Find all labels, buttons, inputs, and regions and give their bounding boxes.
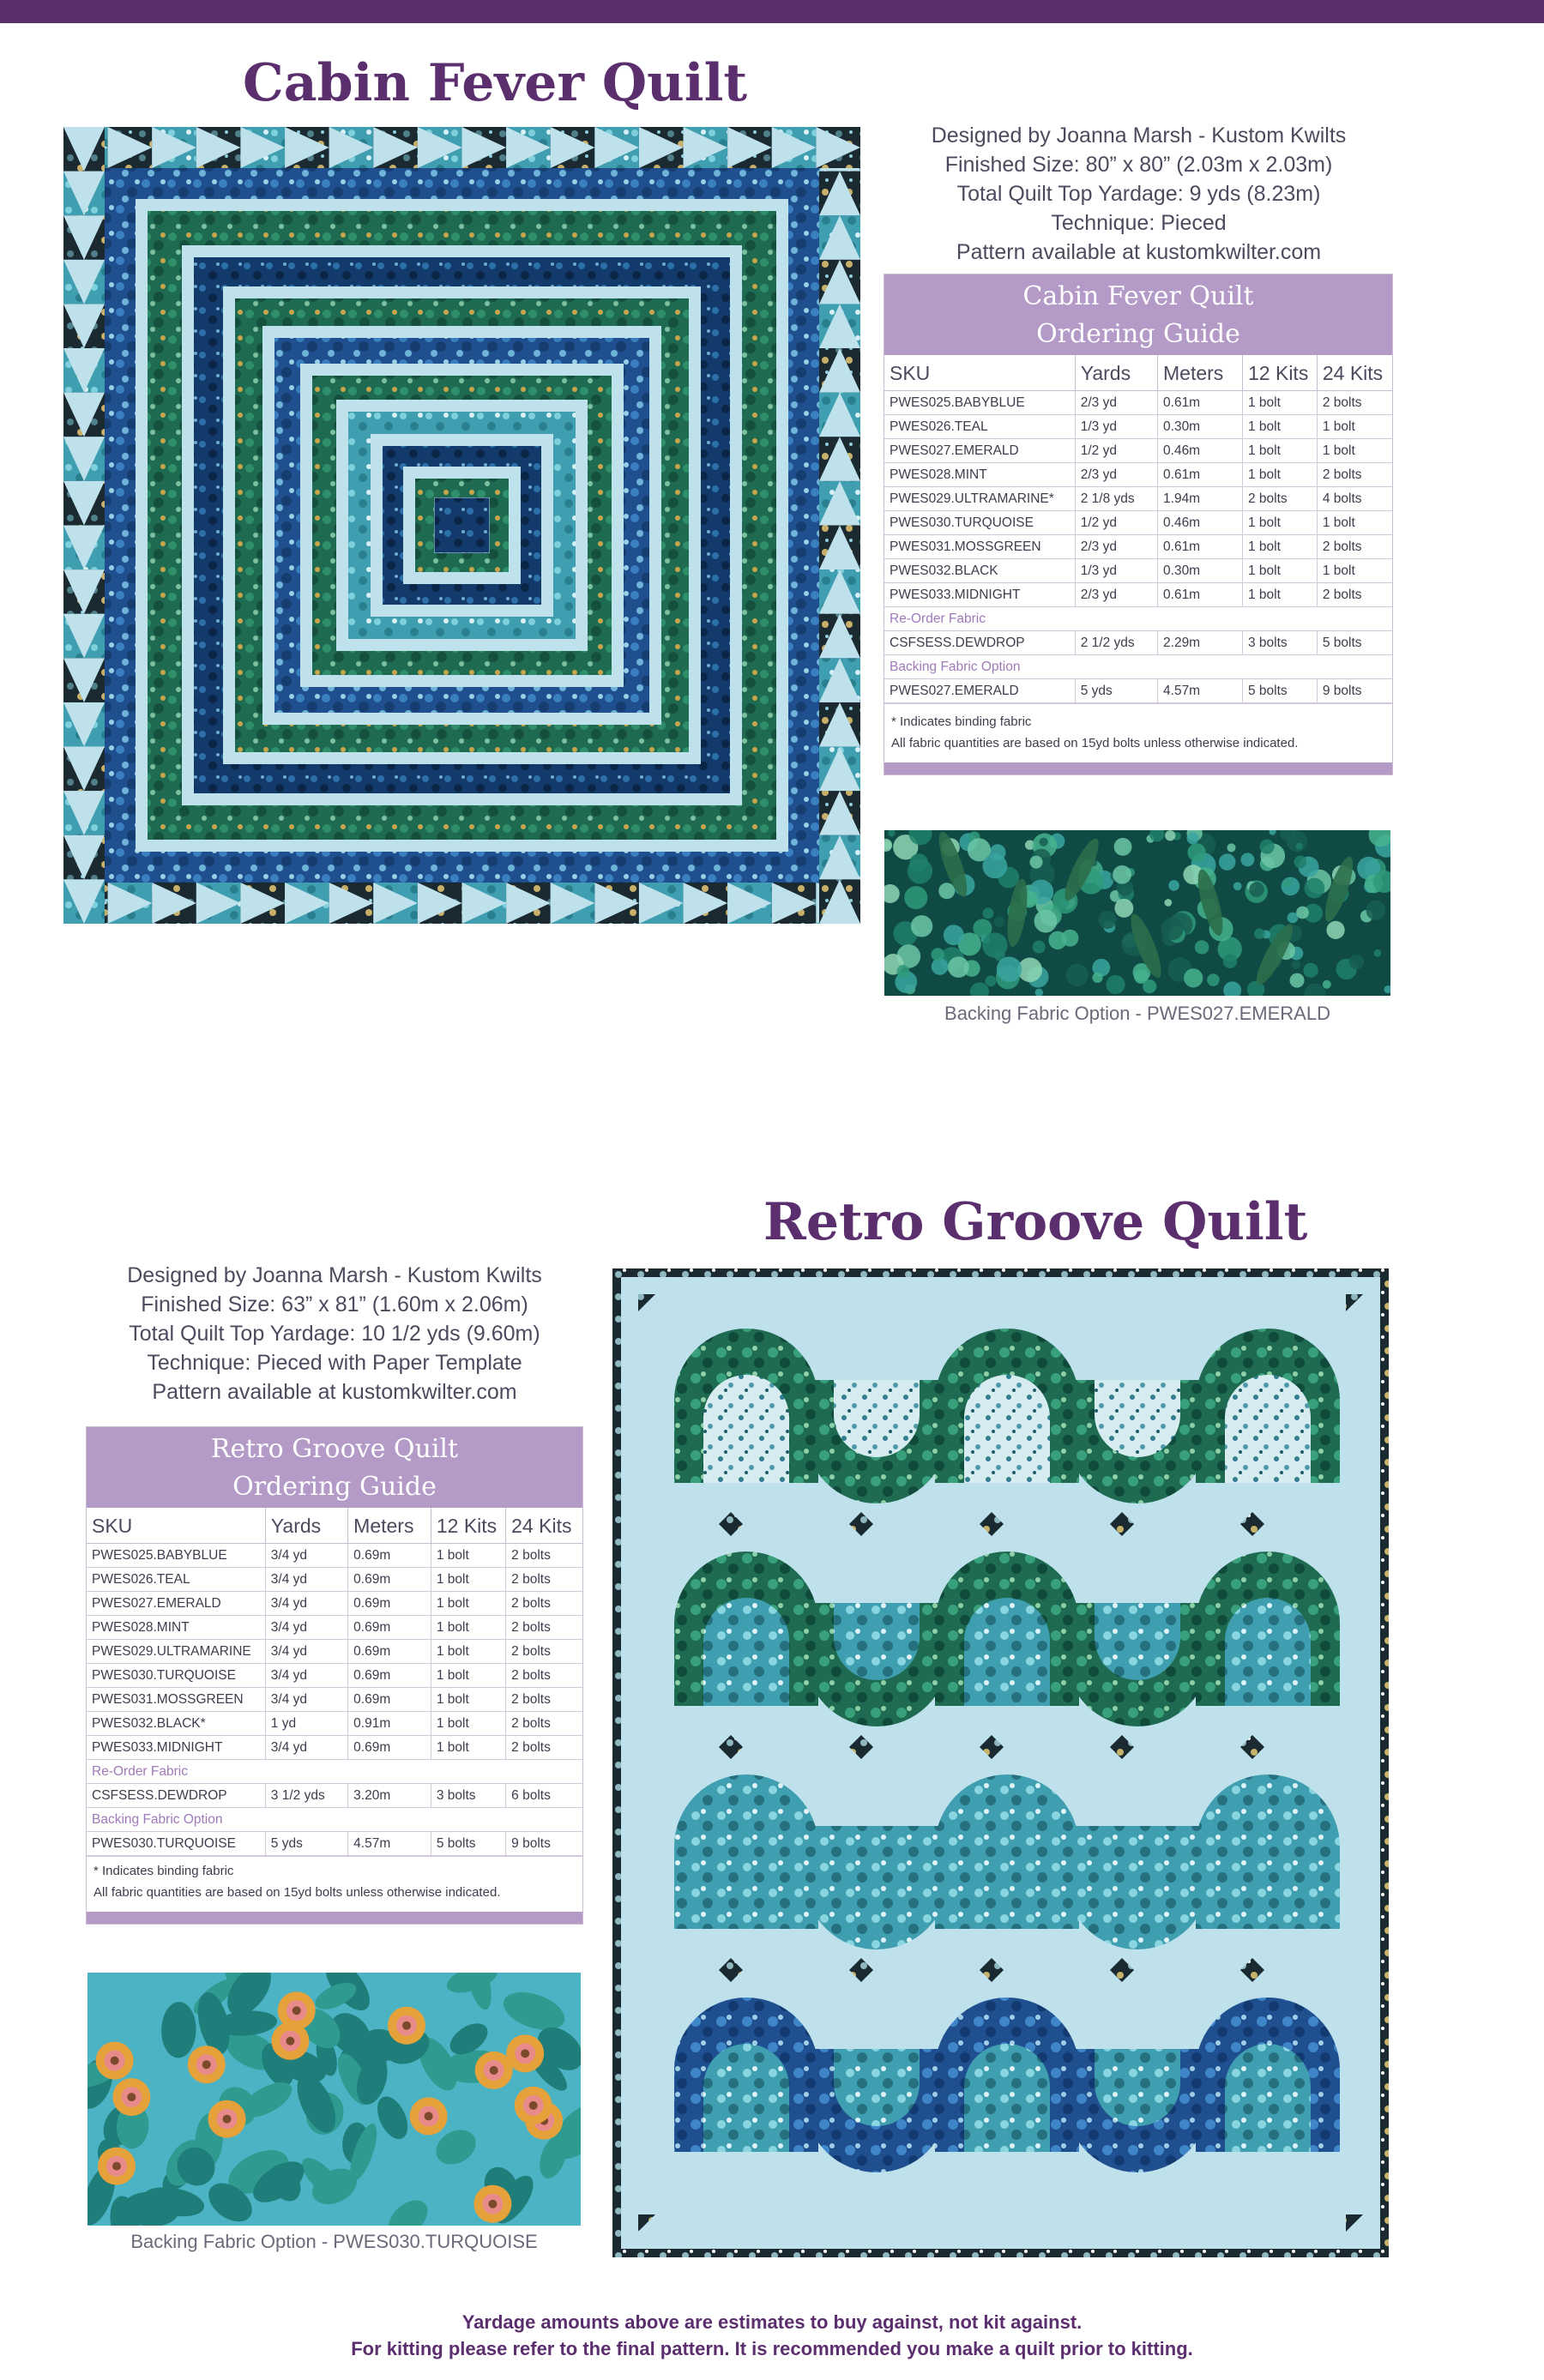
- fabric-dot: [1034, 910, 1058, 933]
- fabric-dot: [1207, 973, 1220, 986]
- table-cell: 1.94m: [1158, 487, 1243, 511]
- table-cell: 2/3 yd: [1075, 583, 1157, 607]
- table-cell: 0.69m: [348, 1568, 431, 1592]
- pattern-link[interactable]: Pattern available at kustomkwilter.com: [956, 240, 1322, 264]
- table-cell: 4 bolts: [1317, 487, 1392, 511]
- fabric-dot: [1165, 830, 1175, 841]
- table-cell: 5 bolts: [431, 1832, 505, 1856]
- table-cell: 9 bolts: [1317, 679, 1392, 703]
- table-cell: 2 bolts: [1243, 487, 1318, 511]
- table-row: [87, 1640, 582, 1664]
- fabric-dot: [1283, 879, 1291, 887]
- section-label: Re-Order Fabric: [884, 607, 1392, 631]
- fabric-flower-core: [488, 2200, 497, 2208]
- fabric-dot: [1186, 832, 1198, 844]
- fabric-dot: [1374, 949, 1382, 957]
- groove-inner-arc: [964, 1375, 1050, 1483]
- table-row: [87, 1664, 582, 1688]
- table-cell: 1 yd: [265, 1712, 347, 1736]
- table-cell: 1 bolt: [1317, 511, 1392, 535]
- retro-groove-ordering-guide: [86, 1426, 583, 1925]
- fabric-dot: [1304, 878, 1324, 899]
- table-cell: 1 bolt: [431, 1616, 505, 1640]
- table-cell: 1 bolt: [431, 1712, 505, 1736]
- bolt-note: All fabric quantities are based on 15yd bolts unless otherwise indicated.: [93, 1885, 501, 1900]
- column-header: Yards: [1075, 355, 1157, 391]
- fabric-dot: [1259, 839, 1274, 853]
- retro-groove-quilt-image: [612, 1268, 1389, 2257]
- fabric-flower-core: [521, 2049, 529, 2058]
- ordering-table: [884, 355, 1392, 703]
- table-cell: 2 bolts: [506, 1568, 582, 1592]
- table-cell: PWES028.MINT: [884, 463, 1075, 487]
- column-header: Meters: [348, 1508, 431, 1544]
- table-cell: PWES027.EMERALD: [87, 1592, 265, 1616]
- table-cell: PWES027.EMERALD: [884, 679, 1075, 703]
- column-header: 12 Kits: [1243, 355, 1318, 391]
- table-cell: 2 bolts: [506, 1544, 582, 1568]
- table-cell: 3/4 yd: [265, 1664, 347, 1688]
- technique-line: Technique: Pieced: [1051, 211, 1227, 235]
- fabric-dot: [1164, 899, 1172, 907]
- fabric-dot: [948, 956, 969, 978]
- turquoise-backing-fabric-image: [87, 1973, 581, 2226]
- table-cell: 3/4 yd: [265, 1688, 347, 1712]
- table-cell: 5 bolts: [1243, 679, 1318, 703]
- fabric-dot: [1349, 955, 1364, 969]
- table-cell: 1 bolt: [1243, 511, 1318, 535]
- cabin-fabric-caption: Backing Fabric Option - PWES027.EMERALD: [944, 1003, 1330, 1024]
- guide-notes: [87, 1856, 582, 1912]
- table-cell: 2 bolts: [506, 1616, 582, 1640]
- column-header: SKU: [87, 1508, 265, 1544]
- fabric-dot: [1114, 899, 1133, 918]
- table-row: [87, 1616, 582, 1640]
- table-row: [87, 1784, 582, 1808]
- backing-section: [87, 1808, 582, 1832]
- table-cell: 3 bolts: [431, 1784, 505, 1808]
- table-row: [884, 511, 1392, 535]
- table-cell: 6 bolts: [506, 1784, 582, 1808]
- cabin-fever-ordering-guide: [884, 274, 1393, 775]
- guide-subtitle: Ordering Guide: [232, 1472, 437, 1502]
- retro-groove-title: Retro Groove Quilt: [763, 1192, 1308, 1252]
- table-cell: PWES028.MINT: [87, 1616, 265, 1640]
- table-cell: 9 bolts: [506, 1832, 582, 1856]
- column-header: 24 Kits: [506, 1508, 582, 1544]
- table-cell: PWES032.BLACK: [884, 559, 1075, 583]
- table-cell: 2 bolts: [506, 1664, 582, 1688]
- fabric-dot: [1092, 973, 1102, 983]
- fabric-dot: [896, 965, 909, 978]
- fabric-flower-core: [293, 2006, 301, 2015]
- table-cell: 4.57m: [1158, 679, 1243, 703]
- table-cell: 0.61m: [1158, 583, 1243, 607]
- table-cell: 1 bolt: [431, 1568, 505, 1592]
- fabric-dot: [1366, 901, 1385, 920]
- fabric-dot: [1065, 964, 1088, 986]
- table-cell: 2/3 yd: [1075, 391, 1157, 415]
- table-cell: 1/2 yd: [1075, 439, 1157, 463]
- fabric-dot: [1039, 838, 1047, 847]
- fabric-dot: [1254, 928, 1264, 938]
- table-cell: 2 bolts: [1317, 583, 1392, 607]
- table-cell: 0.46m: [1158, 511, 1243, 535]
- fabric-flower-core: [112, 2162, 121, 2171]
- table-row: [87, 1712, 582, 1736]
- table-cell: 2 bolts: [506, 1736, 582, 1760]
- fabric-dot: [904, 886, 927, 909]
- table-cell: 4.57m: [348, 1832, 431, 1856]
- table-cell: 1 bolt: [431, 1592, 505, 1616]
- fabric-dot: [1048, 931, 1066, 949]
- table-cell: 0.30m: [1158, 559, 1243, 583]
- table-row: [87, 1544, 582, 1568]
- column-header: 12 Kits: [431, 1508, 505, 1544]
- table-cell: 0.61m: [1158, 463, 1243, 487]
- table-cell: 2 bolts: [1317, 463, 1392, 487]
- fabric-dot: [1227, 843, 1235, 852]
- table-row: [87, 1832, 582, 1856]
- guide-title: Retro Groove Quilt: [210, 1434, 459, 1464]
- guide-subtitle: Ordering Guide: [1036, 319, 1240, 349]
- groove-inner-arc: [1225, 1375, 1311, 1483]
- fabric-flower-core: [529, 2101, 538, 2110]
- fabric-dot: [931, 948, 944, 961]
- retro-fabric-caption: Backing Fabric Option - PWES030.TURQUOISE: [130, 2231, 538, 2252]
- fabric-flower-core: [286, 2037, 294, 2046]
- table-cell: 2 bolts: [506, 1592, 582, 1616]
- fabric-dot: [994, 916, 1004, 926]
- fabric-dot: [911, 915, 932, 937]
- table-cell: 1 bolt: [1243, 439, 1318, 463]
- finished-size-line: Finished Size: 63” x 81” (1.60m x 2.06m): [141, 1292, 528, 1317]
- table-cell: 1 bolt: [1243, 535, 1318, 559]
- fabric-dot: [1114, 838, 1132, 856]
- table-cell: 3 1/2 yds: [265, 1784, 347, 1808]
- fabric-dot: [1296, 907, 1309, 919]
- table-row: [884, 559, 1392, 583]
- cabin-fever-info: [884, 121, 1394, 267]
- fabric-dot: [1143, 979, 1156, 993]
- fabric-dot: [1240, 853, 1254, 866]
- retro-groove-info: [86, 1261, 583, 1407]
- quilt-center-block: [435, 498, 490, 553]
- fabric-flower-core: [402, 2021, 411, 2030]
- table-cell: PWES029.ULTRAMARINE*: [884, 487, 1075, 511]
- column-header: 24 Kits: [1317, 355, 1392, 391]
- table-cell: 1 bolt: [1317, 439, 1392, 463]
- table-cell: 0.69m: [348, 1616, 431, 1640]
- table-cell: 1/3 yd: [1075, 559, 1157, 583]
- fabric-dot: [1249, 882, 1264, 896]
- table-cell: PWES030.TURQUOISE: [87, 1832, 265, 1856]
- fabric-dot: [938, 883, 955, 899]
- section-label: Backing Fabric Option: [884, 655, 1392, 679]
- fabric-dot: [1029, 856, 1042, 869]
- table-cell: PWES032.BLACK*: [87, 1712, 265, 1736]
- table-cell: 2 1/2 yds: [1075, 631, 1157, 655]
- table-cell: 0.69m: [348, 1736, 431, 1760]
- column-header: Yards: [265, 1508, 347, 1544]
- table-cell: 0.30m: [1158, 415, 1243, 439]
- backing-section: [884, 655, 1392, 679]
- guide-footer-band: [884, 762, 1392, 774]
- fabric-dot: [1219, 853, 1236, 871]
- table-cell: PWES031.MOSSGREEN: [87, 1688, 265, 1712]
- table-cell: 1 bolt: [1243, 583, 1318, 607]
- bolt-note: All fabric quantities are based on 15yd bolts unless otherwise indicated.: [891, 736, 1299, 750]
- column-header: SKU: [884, 355, 1075, 391]
- binding-note: * Indicates binding fabric: [93, 1864, 234, 1878]
- disclaimer-line-2: For kitting please refer to the final pattern. It is recommended you make a quilt prior to kitting.: [351, 2338, 1193, 2359]
- groove-inner-arc: [964, 2044, 1050, 2152]
- table-cell: 0.46m: [1158, 439, 1243, 463]
- fabric-dot: [982, 853, 1007, 878]
- table-cell: PWES025.BABYBLUE: [884, 391, 1075, 415]
- binding-note: * Indicates binding fabric: [891, 714, 1032, 729]
- table-cell: PWES033.MIDNIGHT: [884, 583, 1075, 607]
- fabric-dot: [997, 956, 1022, 982]
- table-cell: PWES026.TEAL: [884, 415, 1075, 439]
- fabric-dot: [1106, 975, 1125, 994]
- fabric-dot: [982, 932, 1007, 957]
- pattern-link[interactable]: Pattern available at kustomkwilter.com: [152, 1380, 517, 1404]
- table-cell: 0.69m: [348, 1592, 431, 1616]
- designer-line: Designed by Joanna Marsh - Kustom Kwilts: [931, 124, 1347, 148]
- section-label: Backing Fabric Option: [87, 1808, 582, 1832]
- table-cell: 0.69m: [348, 1688, 431, 1712]
- fabric-dot: [1326, 921, 1344, 939]
- fabric-dot: [1323, 980, 1331, 989]
- table-row: [884, 391, 1392, 415]
- table-row: [884, 535, 1392, 559]
- table-cell: 1 bolt: [1243, 463, 1318, 487]
- fabric-flower-core: [223, 2115, 232, 2124]
- fabric-dot: [1113, 865, 1131, 884]
- table-cell: 1 bolt: [1317, 415, 1392, 439]
- table-cell: 3/4 yd: [265, 1640, 347, 1664]
- column-header: Meters: [1158, 355, 1243, 391]
- table-cell: 5 yds: [1075, 679, 1157, 703]
- fabric-dot: [944, 925, 964, 945]
- table-cell: 2.29m: [1158, 631, 1243, 655]
- table-row: [884, 631, 1392, 655]
- groove-inner-arc: [1225, 1598, 1311, 1706]
- guide-title: Cabin Fever Quilt: [1022, 281, 1254, 311]
- table-cell: 0.69m: [348, 1640, 431, 1664]
- table-cell: 2 1/8 yds: [1075, 487, 1157, 511]
- table-row: [884, 679, 1392, 703]
- table-cell: 1 bolt: [431, 1736, 505, 1760]
- fabric-dot: [1222, 954, 1237, 968]
- table-cell: 1 bolt: [1243, 415, 1318, 439]
- table-cell: 0.69m: [348, 1544, 431, 1568]
- fabric-dot: [1282, 877, 1300, 896]
- table-row: [87, 1688, 582, 1712]
- yardage-line: Total Quilt Top Yardage: 9 yds (8.23m): [956, 182, 1321, 206]
- table-cell: PWES026.TEAL: [87, 1568, 265, 1592]
- table-cell: PWES029.ULTRAMARINE: [87, 1640, 265, 1664]
- fabric-dot: [1290, 973, 1305, 988]
- table-cell: 0.61m: [1158, 535, 1243, 559]
- fabric-dot: [1187, 843, 1205, 861]
- table-row: [884, 415, 1392, 439]
- table-cell: 0.91m: [348, 1712, 431, 1736]
- table-row: [884, 463, 1392, 487]
- fabric-dot: [1033, 941, 1046, 954]
- table-cell: 1 bolt: [431, 1664, 505, 1688]
- disclaimer-line-1: Yardage amounts above are estimates to buy against, not kit against.: [461, 2311, 1083, 2333]
- table-row: [884, 583, 1392, 607]
- fabric-dot: [1184, 968, 1203, 987]
- table-cell: 2/3 yd: [1075, 535, 1157, 559]
- table-cell: 2/3 yd: [1075, 463, 1157, 487]
- table-cell: 2 bolts: [1317, 535, 1392, 559]
- groove-inner-arc: [703, 1598, 789, 1706]
- technique-line: Technique: Pieced with Paper Template: [147, 1351, 522, 1375]
- groove-inner-arc: [703, 1375, 789, 1483]
- yardage-line: Total Quilt Top Yardage: 10 1/2 yds (9.60m): [129, 1322, 540, 1346]
- fabric-flower-core: [425, 2112, 433, 2120]
- fabric-dot: [1233, 882, 1242, 890]
- ordering-table: [87, 1508, 582, 1856]
- reorder-section: [87, 1760, 582, 1784]
- guide-notes: [884, 703, 1392, 762]
- table-cell: 0.69m: [348, 1664, 431, 1688]
- fabric-flower-core: [202, 2060, 211, 2069]
- groove-inner-arc: [964, 1821, 1050, 1929]
- table-cell: 3/4 yd: [265, 1616, 347, 1640]
- groove-inner-arc: [1225, 2044, 1311, 2152]
- fabric-flower-core: [111, 2057, 119, 2065]
- table-cell: PWES027.EMERALD: [884, 439, 1075, 463]
- fabric-dot: [1098, 911, 1116, 929]
- table-row: [87, 1568, 582, 1592]
- groove-inner-arc: [1225, 1821, 1311, 1929]
- table-cell: 1 bolt: [431, 1640, 505, 1664]
- table-cell: 2 bolts: [1317, 391, 1392, 415]
- fabric-dot: [1195, 940, 1209, 954]
- table-cell: 3 bolts: [1243, 631, 1318, 655]
- table-row: [87, 1592, 582, 1616]
- fabric-dot: [909, 853, 927, 871]
- table-cell: 1 bolt: [1317, 559, 1392, 583]
- table-cell: 1/3 yd: [1075, 415, 1157, 439]
- table-cell: 1 bolt: [1243, 559, 1318, 583]
- table-row: [87, 1736, 582, 1760]
- section-label: Re-Order Fabric: [87, 1760, 582, 1784]
- cabin-fever-quilt-image: [63, 127, 860, 924]
- table-cell: 3/4 yd: [265, 1736, 347, 1760]
- table-cell: PWES033.MIDNIGHT: [87, 1736, 265, 1760]
- table-row: [884, 439, 1392, 463]
- top-accent-bar: [0, 0, 1544, 23]
- table-cell: 2 bolts: [506, 1688, 582, 1712]
- table-cell: 1 bolt: [431, 1688, 505, 1712]
- fabric-flower-core: [490, 2066, 498, 2075]
- table-cell: PWES031.MOSSGREEN: [884, 535, 1075, 559]
- fabric-dot: [1303, 963, 1318, 978]
- table-cell: PWES030.TURQUOISE: [884, 511, 1075, 535]
- fabric-dot: [985, 975, 996, 986]
- table-cell: CSFSESS.DEWDROP: [87, 1784, 265, 1808]
- table-cell: 3/4 yd: [265, 1568, 347, 1592]
- table-cell: 1 bolt: [431, 1544, 505, 1568]
- table-cell: 5 bolts: [1317, 631, 1392, 655]
- cabin-fever-title: Cabin Fever Quilt: [243, 53, 748, 113]
- groove-inner-arc: [964, 1598, 1050, 1706]
- table-cell: CSFSESS.DEWDROP: [884, 631, 1075, 655]
- reorder-section: [884, 607, 1392, 631]
- guide-footer-band: [87, 1912, 582, 1924]
- table-cell: 1/2 yd: [1075, 511, 1157, 535]
- table-cell: 3/4 yd: [265, 1544, 347, 1568]
- fabric-flower-core: [127, 2093, 136, 2101]
- table-cell: PWES025.BABYBLUE: [87, 1544, 265, 1568]
- table-cell: PWES030.TURQUOISE: [87, 1664, 265, 1688]
- fabric-dot: [1294, 856, 1307, 869]
- fabric-dot: [1296, 843, 1303, 850]
- table-cell: 2 bolts: [506, 1640, 582, 1664]
- table-cell: 3.20m: [348, 1784, 431, 1808]
- designer-line: Designed by Joanna Marsh - Kustom Kwilts: [127, 1263, 542, 1287]
- table-cell: 5 yds: [265, 1832, 347, 1856]
- table-cell: 0.61m: [1158, 391, 1243, 415]
- fabric-dot: [1161, 918, 1183, 940]
- ordering-guide-header: [884, 274, 1392, 355]
- emerald-backing-fabric-image: [884, 830, 1390, 996]
- groove-inner-arc: [703, 2044, 789, 2152]
- table-cell: 2 bolts: [506, 1712, 582, 1736]
- finished-size-line: Finished Size: 80” x 80” (2.03m x 2.03m): [944, 153, 1333, 177]
- fabric-dot: [1168, 880, 1179, 891]
- table-cell: 3/4 yd: [265, 1592, 347, 1616]
- table-cell: 1 bolt: [1243, 391, 1318, 415]
- groove-inner-arc: [703, 1821, 789, 1929]
- table-row: [884, 487, 1392, 511]
- kitting-disclaimer: [0, 2309, 1544, 2362]
- fabric-dot: [1292, 961, 1300, 969]
- ordering-guide-header: [87, 1427, 582, 1508]
- fabric-dot: [982, 907, 993, 919]
